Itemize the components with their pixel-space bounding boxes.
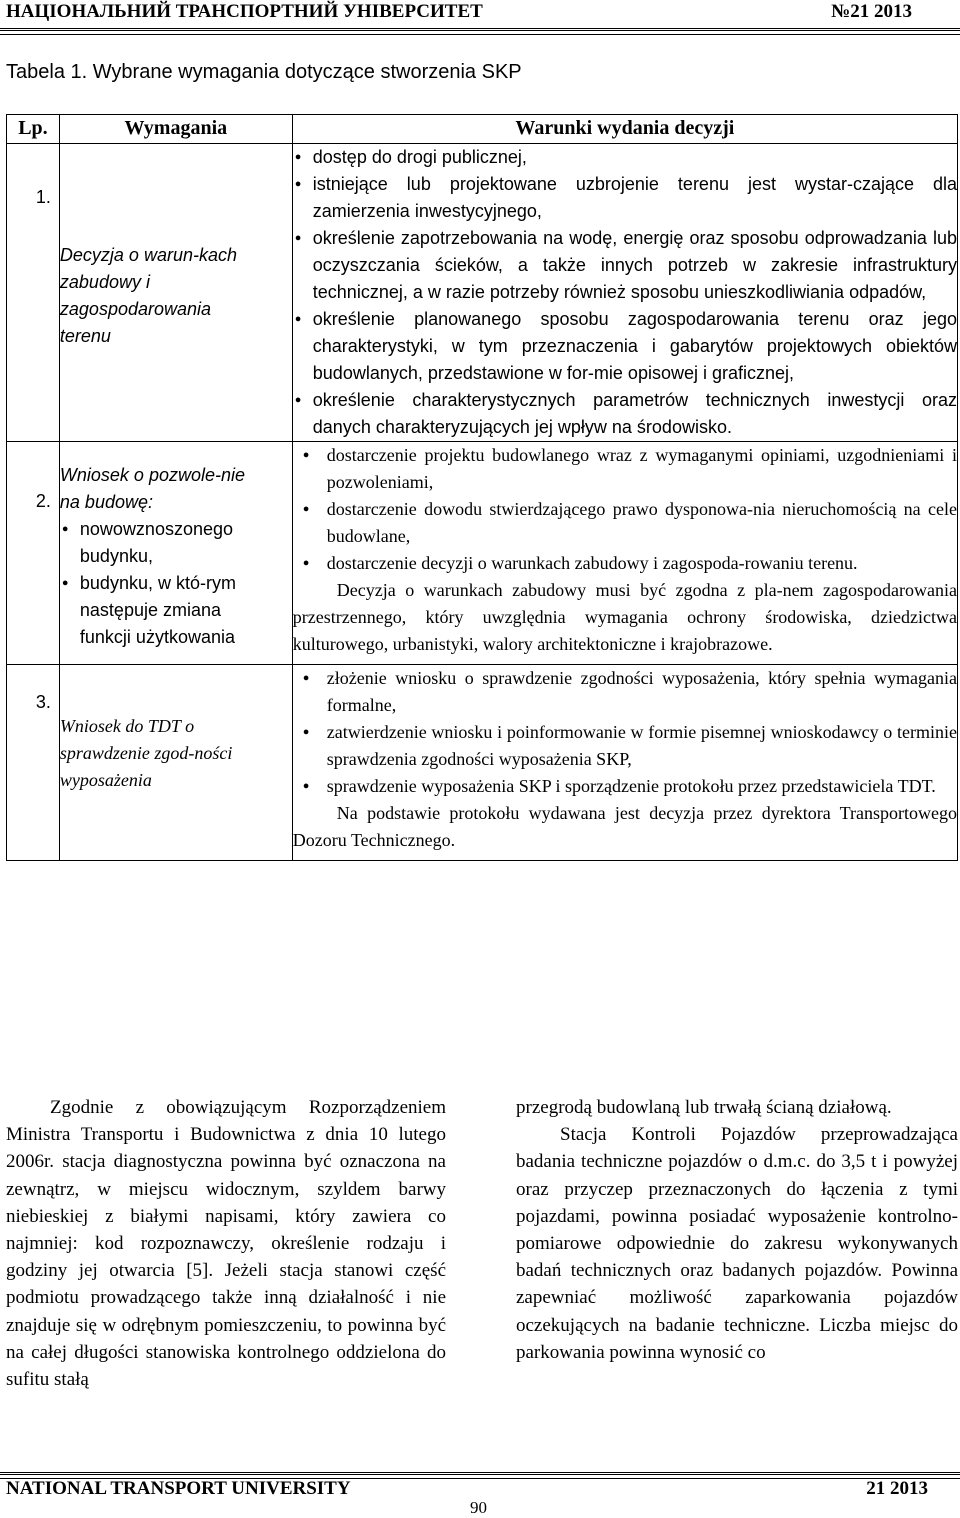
requirement-cell bbox=[59, 665, 292, 861]
condition-item: ● dostarczenie decyzji o warunkach zabudowy i zagospoda-rowaniu terenu. bbox=[293, 550, 957, 577]
body-paragraph: przegrodą budowlaną lub trwałą ścianą działową. bbox=[516, 1097, 892, 1118]
page-number: 90 bbox=[470, 1498, 487, 1517]
condition-note: Decyzja o warunkach zabudowy musi być zgodna z pla-nem zagospodarowania przestrzennego, który uwzględnia wymagania ochrony środowiska, dziedzictwa kulturowego, urbanistyki, walory architektoniczne i krajobrazowe. bbox=[292, 580, 957, 654]
body-column-right bbox=[516, 1094, 958, 1366]
footer-university: NATIONAL TRANSPORT UNIVERSITY bbox=[6, 1478, 351, 1499]
header-lp: Lp. bbox=[7, 115, 60, 144]
requirement-subitem: ● nowowznoszonego budynku, bbox=[60, 516, 250, 570]
row-number: 3. bbox=[35, 692, 51, 712]
requirement-text: Wniosek o pozwole-nie na budowę: bbox=[59, 465, 245, 512]
requirement-text: Wniosek do TDT o sprawdzenie zgod-ności wyposażenia bbox=[59, 716, 233, 790]
condition-item: ● określenie zapotrzebowania na wodę, energię oraz sposobu odprowadzania lub oczyszczania ścieków, a także innych potrzeb w zakresie infrastruktury technicznej, a w razie potrzeby również sposobu unieszkodliwiania odpadów, bbox=[293, 225, 957, 306]
row-number: 2. bbox=[35, 491, 51, 511]
table-row bbox=[7, 442, 958, 665]
condition-item: ● zatwierdzenie wniosku i poinformowanie w formie pisemnej wnioskodawcy o terminie sprawdzenia zgodności wyposażenia SKP, bbox=[293, 719, 957, 773]
body-paragraph: Zgodnie z obowiązującym Rozporządzeniem Ministra Transportu i Budownictwa z dnia 10 lutego 2006r. stacja diagnostyczna powinna być oznaczona na zewnątrz, w miejscu widocznym, szyldem barwy niebieskiej z białymi napisami, który zawiera co najmniej: kod rozpoznawczy, określenie rodzaju i godziny jej otwarcia [5]. Jeżeli stacja stanowi część podmiotu prowadzącego także inną działalność i nie znajduje się w odrębnym pomieszczeniu, to powinna być na całej długości stanowiska kontrolnego oddzielona do sufitu stałą bbox=[6, 1097, 446, 1391]
condition-item: ● sprawdzenie wyposażenia SKP i sporządzenie protokołu przez przedstawiciela TDT. bbox=[293, 773, 957, 800]
header-rule bbox=[0, 28, 960, 35]
header-requirements: Wymagania bbox=[59, 115, 292, 144]
row-number-cell bbox=[7, 442, 60, 665]
conditions-cell bbox=[292, 442, 957, 665]
table-header-row bbox=[7, 115, 958, 144]
row-number: 1. bbox=[35, 187, 51, 207]
conditions-cell bbox=[292, 144, 957, 442]
conditions-cell bbox=[292, 665, 957, 861]
condition-item: ● dostęp do drogi publicznej, bbox=[293, 144, 957, 171]
condition-item: ● dostarczenie dowodu stwierdzającego prawo dysponowa-nia nieruchomością na cele budowlane, bbox=[293, 496, 957, 550]
header-conditions: Warunki wydania decyzji bbox=[292, 115, 957, 144]
requirements-table bbox=[6, 114, 958, 861]
requirement-subitem: ● budynku, w któ-rym następuje zmiana funkcji użytkowania bbox=[60, 570, 250, 651]
condition-note: Na podstawie protokołu wydawana jest decyzja przez dyrektora Transportowego Dozoru Technicznego. bbox=[292, 803, 957, 850]
row-number-cell bbox=[7, 665, 60, 861]
condition-item: ● określenie charakterystycznych parametrów technicznych inwestycji oraz danych charakteryzujących jej wpływ na środowisko. bbox=[293, 387, 957, 441]
requirement-cell bbox=[59, 442, 292, 665]
table-caption: Tabela 1. Wybrane wymagania dotyczące stworzenia SKP bbox=[6, 61, 522, 83]
body-column-left bbox=[6, 1094, 446, 1393]
requirement-cell bbox=[59, 144, 292, 442]
header-issue: №21 2013 bbox=[831, 1, 912, 22]
requirement-text: Decyzja o warun-kach zabudowy i zagospodarowania terenu bbox=[59, 245, 237, 346]
running-header bbox=[0, 0, 960, 26]
condition-item: ● dostarczenie projektu budowlanego wraz z wymaganymi opiniami, uzgodnieniami i pozwoleniami, bbox=[293, 442, 957, 496]
footer-issue: 21 2013 bbox=[866, 1478, 928, 1499]
condition-item: ● istniejące lub projektowane uzbrojenie terenu jest wystar-czające dla zamierzenia inwestycyjnego, bbox=[293, 171, 957, 225]
table-row bbox=[7, 144, 958, 442]
condition-item: ● określenie planowanego sposobu zagospodarowania terenu oraz jego charakterystyki, w tym przeznaczenia i gabarytów projektowych obiektów budowlanych, przedstawione w for-mie opisowej i graficznej, bbox=[293, 306, 957, 387]
body-paragraph: Stacja Kontroli Pojazdów przeprowadzająca badania techniczne pojazdów o d.m.c. do 3,5 t i powyżej oraz przyczep przeznaczonych do łączenia z tymi pojazdami, powinna posiadać wyposażenie kontrolno-pomiarowe odpowiednie do zakresu wykonywanych badań technicznych oraz badanych pojazdów. Powinna zapewniać możliwość zaparkowania pojazdów oczekujących na badanie techniczne. Liczba miejsc do parkowania powinna wynosić co bbox=[516, 1124, 958, 1363]
header-university: НАЦІОНАЛЬНИЙ ТРАНСПОРТНИЙ УНІВЕРСИТЕТ bbox=[6, 1, 483, 22]
row-number-cell bbox=[7, 144, 60, 442]
table-row bbox=[7, 665, 958, 861]
condition-item: ● złożenie wniosku o sprawdzenie zgodności wyposażenia, który spełnia wymagania formalne, bbox=[293, 665, 957, 719]
